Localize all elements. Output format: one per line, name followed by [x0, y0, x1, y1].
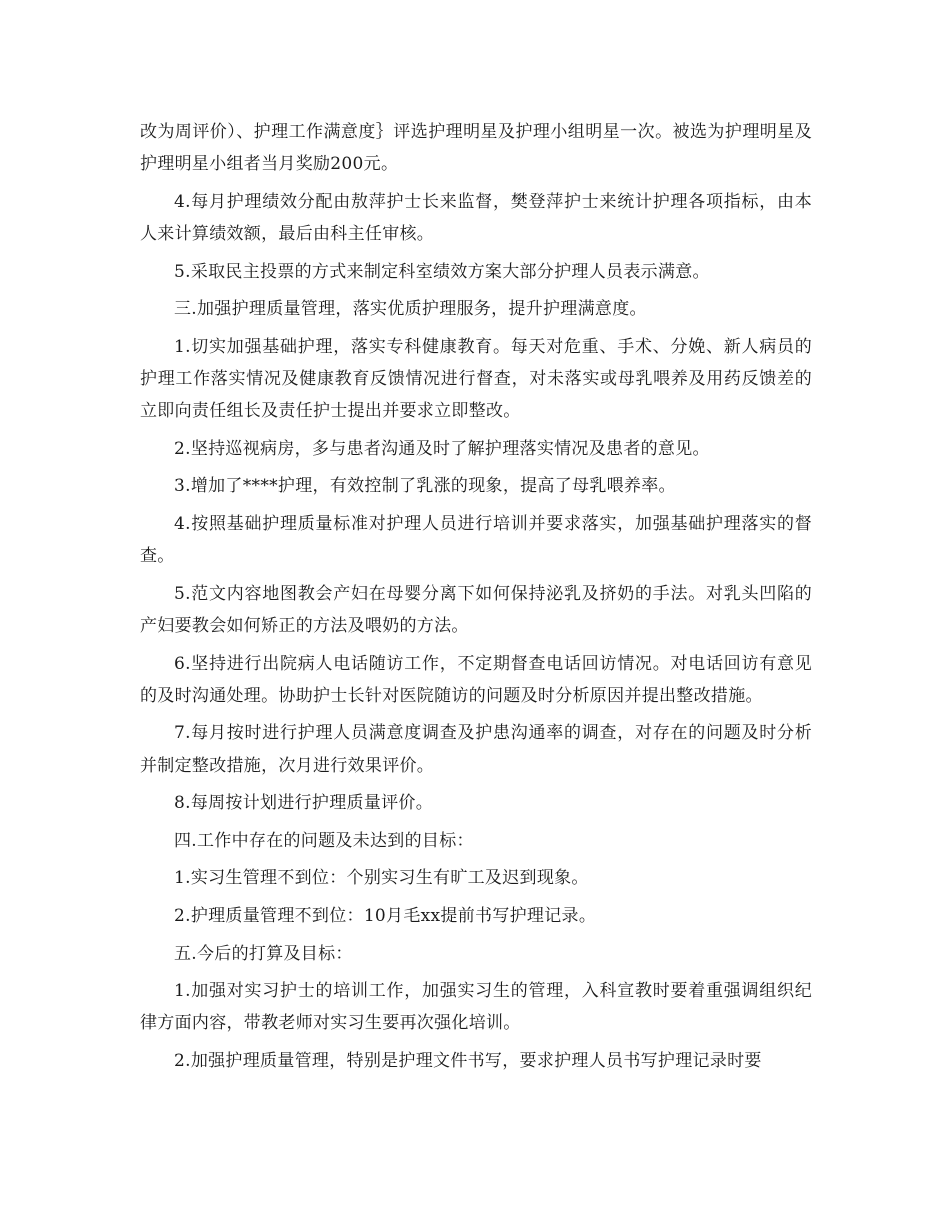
paragraph-8: 4.按照基础护理质量标准对护理人员进行培训并要求落实，加强基础护理落实的督查。	[140, 513, 812, 567]
paragraph-3: 5.采取民主投票的方式来制定科室绩效方案大部分护理人员表示满意。	[174, 261, 710, 282]
section-heading-5: 五.今后的打算及目标：	[174, 943, 353, 964]
document-body	[140, 116, 812, 1083]
paragraph-14: 1.实习生管理不到位：个别实习生有旷工及迟到现象。	[174, 868, 589, 889]
section-heading-4: 四.工作中存在的问题及未达到的目标：	[174, 830, 474, 851]
paragraph-2: 4.每月护理绩效分配由敖萍护士长来监督，樊登萍护士来统计护理各项指标，由本人来计算绩效额，最后由科主任审核。	[140, 191, 812, 244]
section-heading-3: 三.加强护理质量管理，落实优质护理服务，提升护理满意度。	[174, 299, 647, 320]
paragraph-9: 5.范文内容地图教会产妇在母婴分离下如何保持泌乳及挤奶的手法。对乳头凹陷的产妇要教会如何矫正的方法及喂奶的方法。	[140, 583, 812, 636]
paragraph-18: 2.加强护理质量管理，特别是护理文件书写，要求护理人员书写护理记录时要	[174, 1050, 762, 1071]
paragraph-11: 7.每月按时进行护理人员满意度调查及护患沟通率的调查，对存在的问题及时分析并制定整改措施，次月进行效果评价。	[140, 723, 812, 776]
paragraph-6: 2.坚持巡视病房，多与患者沟通及时了解护理落实情况及患者的意见。	[174, 438, 710, 459]
paragraph-10: 6.坚持进行出院病人电话随访工作，不定期督查电话回访情况。对电话回访有意见的及时沟通处理。协助护士长针对医院随访的问题及时分析原因并提出整改措施。	[140, 653, 812, 706]
paragraph-12: 8.每周按计划进行护理质量评价。	[174, 793, 434, 814]
paragraph-17: 1.加强对实习护士的培训工作，加强实习生的管理，入科宣教时要着重强调组织纪律方面内容，带教老师对实习生要再次强化培训。	[140, 981, 812, 1034]
paragraph-7: 3.增加了****护理，有效控制了乳涨的现象，提高了母乳喂养率。	[174, 476, 676, 497]
paragraph-15: 2.护理质量管理不到位：10月毛xx提前书写护理记录。	[174, 905, 597, 926]
paragraph-1: 改为周评价）、护理工作满意度｝评选护理明星及护理小组明星一次。被选为护理明星及护理明星小组者当月奖励200元。	[140, 122, 812, 175]
paragraph-5: 1.切实加强基础护理，落实专科健康教育。每天对危重、手术、分娩、新人病员的护理工作落实情况及健康教育反馈情况进行督查，对未落实或母乳喂养及用药反馈差的立即向责任组长及责任护士提出并要求立即整改。	[140, 336, 812, 422]
